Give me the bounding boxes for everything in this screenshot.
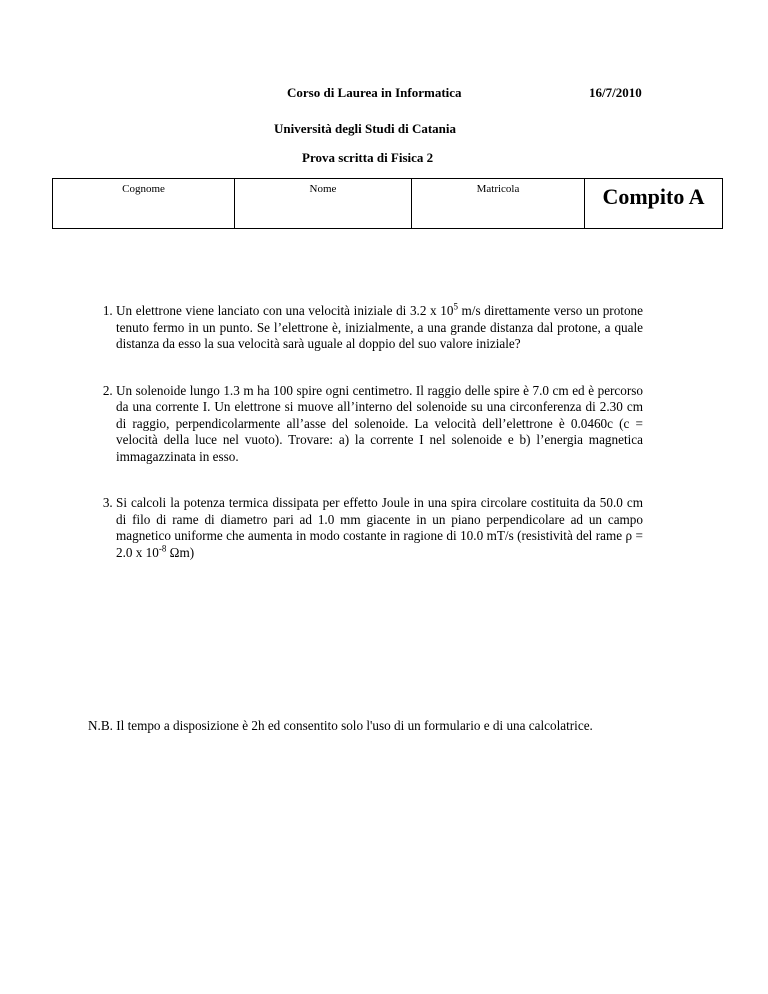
surname-label: Cognome	[122, 183, 165, 195]
question-list	[88, 303, 643, 561]
university-name: Università degli Studi di Catania	[274, 121, 457, 136]
question-item	[116, 383, 643, 466]
question-item	[116, 495, 643, 561]
exam-version: Compito A	[585, 179, 723, 229]
exam-note: N.B. Il tempo a disposizione è 2h ed consentito solo l'uso di un formulario e di una calcolatrice.	[88, 718, 593, 733]
name-label: Nome	[309, 183, 337, 195]
question-1-text: Un elettrone viene lanciato con una velocità iniziale di 3.2 x 10	[116, 303, 454, 318]
name-cell[interactable]	[235, 179, 412, 229]
matricola-label: Matricola	[476, 183, 520, 195]
exam-date: 16/7/2010	[589, 85, 642, 100]
matricola-cell[interactable]	[412, 179, 585, 229]
question-1-text-end: m/s direttamente verso un protone tenuto fermo in un punto. Se l’elettrone è, inizialmente, a una grande distanza dal protone, a quale distanza da esso la sua velocità sarà uguale al doppio del suo valore iniziale?	[116, 303, 643, 351]
question-2-text: Un solenoide lungo 1.3 m ha 100 spire ogni centimetro. Il raggio delle spire è 7.0 cm ed è percorso da una corrente I. Un elettrone si muove all’interno del solenoide su una circonferenza di 2.30 cm di raggio, perpendicolarmente all’asse del solenoide. La velocità dell’elettrone è 0.0460c (c = velocità della luce nel vuoto). Trovare: a) la corrente I nel solenoide e b) l’energia magnetica immagazzinata in esso.	[116, 382, 643, 464]
question-item	[116, 303, 643, 353]
question-1-exponent: 5	[453, 301, 458, 312]
question-3-text: Si calcoli la potenza termica dissipata per effetto Joule in una spira circolare costituita da 50.0 cm di filo di rame di diametro pari ad 1.0 mm giacente in un piano perpendicolare ad un campo magnetico uniforme che aumenta in modo costante in ragione di 10.0 mT/s (resistività del rame ρ = 2.0 x 10	[116, 495, 643, 560]
exam-title: Prova scritta di Fisica 2	[302, 150, 434, 165]
student-id-table	[52, 178, 723, 229]
question-3-exponent: -8	[158, 543, 167, 554]
question-3-text-end: Ωm)	[166, 544, 195, 560]
surname-cell[interactable]	[53, 179, 235, 229]
course-title: Corso di Laurea in Informatica	[287, 85, 462, 100]
